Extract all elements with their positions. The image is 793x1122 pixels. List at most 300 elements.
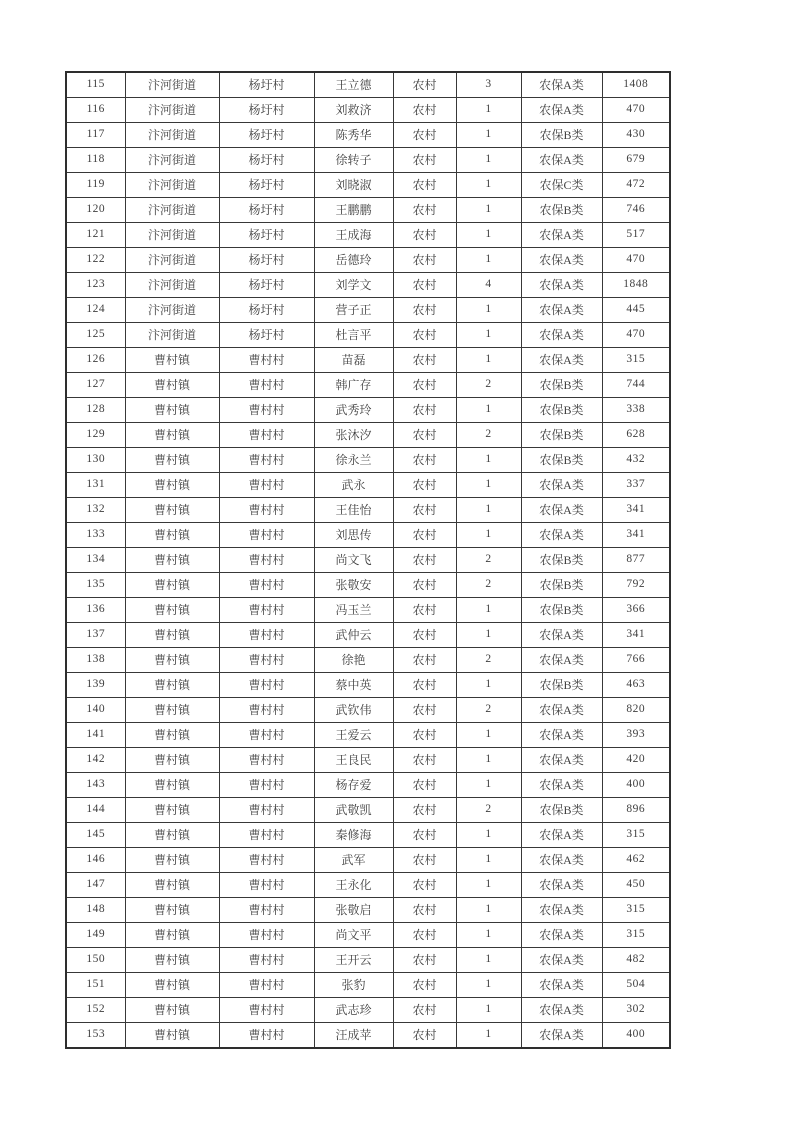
- cell-residence: 农村: [393, 298, 456, 323]
- cell-category: 农保B类: [521, 548, 602, 573]
- cell-count: 1: [456, 473, 521, 498]
- cell-category: 农保A类: [521, 948, 602, 973]
- cell-village: 曹村村: [219, 448, 314, 473]
- cell-count: 1: [456, 523, 521, 548]
- cell-street: 曹村镇: [125, 973, 219, 998]
- table-row: [66, 898, 670, 923]
- cell-category: 农保A类: [521, 748, 602, 773]
- cell-street: 曹村镇: [125, 498, 219, 523]
- cell-village: 曹村村: [219, 398, 314, 423]
- table-row: [66, 798, 670, 823]
- table-row: [66, 948, 670, 973]
- cell-name: 刘救济: [314, 98, 393, 123]
- cell-residence: 农村: [393, 223, 456, 248]
- cell-village: 曹村村: [219, 623, 314, 648]
- cell-residence: 农村: [393, 523, 456, 548]
- cell-seq: 142: [66, 748, 125, 773]
- cell-category: 农保B类: [521, 598, 602, 623]
- cell-street: 汴河街道: [125, 173, 219, 198]
- cell-count: 1: [456, 973, 521, 998]
- cell-street: 汴河街道: [125, 198, 219, 223]
- cell-amount: 337: [602, 473, 670, 498]
- cell-street: 汴河街道: [125, 123, 219, 148]
- cell-name: 张敬启: [314, 898, 393, 923]
- cell-category: 农保B类: [521, 198, 602, 223]
- cell-count: 1: [456, 1023, 521, 1049]
- cell-residence: 农村: [393, 848, 456, 873]
- cell-count: 2: [456, 423, 521, 448]
- cell-residence: 农村: [393, 773, 456, 798]
- cell-category: 农保B类: [521, 123, 602, 148]
- cell-residence: 农村: [393, 423, 456, 448]
- table-row: [66, 648, 670, 673]
- table-row: [66, 773, 670, 798]
- cell-count: 1: [456, 948, 521, 973]
- cell-street: 汴河街道: [125, 273, 219, 298]
- cell-count: 4: [456, 273, 521, 298]
- cell-amount: 463: [602, 673, 670, 698]
- cell-amount: 338: [602, 398, 670, 423]
- cell-residence: 农村: [393, 148, 456, 173]
- cell-village: 曹村村: [219, 348, 314, 373]
- cell-residence: 农村: [393, 1023, 456, 1049]
- cell-village: 曹村村: [219, 698, 314, 723]
- cell-village: 曹村村: [219, 998, 314, 1023]
- cell-amount: 1408: [602, 72, 670, 98]
- cell-village: 曹村村: [219, 823, 314, 848]
- table-body: [66, 72, 670, 1048]
- cell-seq: 131: [66, 473, 125, 498]
- cell-village: 曹村村: [219, 923, 314, 948]
- cell-category: 农保A类: [521, 72, 602, 98]
- cell-village: 曹村村: [219, 898, 314, 923]
- cell-seq: 139: [66, 673, 125, 698]
- cell-count: 1: [456, 298, 521, 323]
- cell-seq: 129: [66, 423, 125, 448]
- cell-residence: 农村: [393, 748, 456, 773]
- cell-amount: 341: [602, 623, 670, 648]
- cell-residence: 农村: [393, 373, 456, 398]
- cell-name: 徐艳: [314, 648, 393, 673]
- cell-residence: 农村: [393, 123, 456, 148]
- cell-amount: 315: [602, 823, 670, 848]
- cell-count: 2: [456, 573, 521, 598]
- cell-count: 1: [456, 398, 521, 423]
- cell-count: 1: [456, 123, 521, 148]
- cell-residence: 农村: [393, 798, 456, 823]
- benefit-table: [65, 71, 671, 1049]
- cell-amount: 302: [602, 998, 670, 1023]
- cell-count: 1: [456, 223, 521, 248]
- cell-seq: 127: [66, 373, 125, 398]
- cell-count: 1: [456, 598, 521, 623]
- table-row: [66, 298, 670, 323]
- cell-name: 刘思传: [314, 523, 393, 548]
- cell-category: 农保A类: [521, 98, 602, 123]
- cell-category: 农保B类: [521, 448, 602, 473]
- cell-seq: 151: [66, 973, 125, 998]
- cell-category: 农保A类: [521, 648, 602, 673]
- cell-count: 2: [456, 698, 521, 723]
- cell-amount: 315: [602, 923, 670, 948]
- cell-seq: 145: [66, 823, 125, 848]
- cell-name: 张豹: [314, 973, 393, 998]
- cell-category: 农保A类: [521, 148, 602, 173]
- cell-seq: 141: [66, 723, 125, 748]
- table-row: [66, 223, 670, 248]
- cell-seq: 119: [66, 173, 125, 198]
- cell-village: 曹村村: [219, 373, 314, 398]
- cell-name: 冯玉兰: [314, 598, 393, 623]
- cell-amount: 820: [602, 698, 670, 723]
- cell-residence: 农村: [393, 323, 456, 348]
- cell-amount: 877: [602, 548, 670, 573]
- cell-seq: 122: [66, 248, 125, 273]
- table-row: [66, 198, 670, 223]
- cell-street: 曹村镇: [125, 923, 219, 948]
- cell-seq: 148: [66, 898, 125, 923]
- cell-name: 徐永兰: [314, 448, 393, 473]
- cell-name: 王永化: [314, 873, 393, 898]
- cell-residence: 农村: [393, 923, 456, 948]
- cell-street: 曹村镇: [125, 623, 219, 648]
- cell-village: 杨圩村: [219, 98, 314, 123]
- cell-category: 农保A类: [521, 623, 602, 648]
- cell-seq: 152: [66, 998, 125, 1023]
- cell-street: 曹村镇: [125, 548, 219, 573]
- cell-street: 曹村镇: [125, 348, 219, 373]
- cell-amount: 450: [602, 873, 670, 898]
- cell-street: 曹村镇: [125, 698, 219, 723]
- cell-village: 曹村村: [219, 573, 314, 598]
- cell-residence: 农村: [393, 173, 456, 198]
- cell-name: 尚文平: [314, 923, 393, 948]
- cell-seq: 118: [66, 148, 125, 173]
- cell-count: 1: [456, 998, 521, 1023]
- cell-category: 农保C类: [521, 173, 602, 198]
- cell-street: 曹村镇: [125, 723, 219, 748]
- cell-village: 曹村村: [219, 798, 314, 823]
- cell-village: 杨圩村: [219, 223, 314, 248]
- cell-category: 农保A类: [521, 323, 602, 348]
- cell-village: 杨圩村: [219, 198, 314, 223]
- cell-name: 张敬安: [314, 573, 393, 598]
- cell-category: 农保A类: [521, 498, 602, 523]
- cell-seq: 130: [66, 448, 125, 473]
- cell-count: 1: [456, 898, 521, 923]
- cell-amount: 1848: [602, 273, 670, 298]
- cell-residence: 农村: [393, 698, 456, 723]
- cell-name: 杨存爱: [314, 773, 393, 798]
- table-row: [66, 173, 670, 198]
- cell-village: 曹村村: [219, 748, 314, 773]
- cell-name: 武军: [314, 848, 393, 873]
- cell-village: 曹村村: [219, 523, 314, 548]
- cell-village: 曹村村: [219, 648, 314, 673]
- cell-category: 农保B类: [521, 798, 602, 823]
- cell-street: 汴河街道: [125, 298, 219, 323]
- cell-count: 1: [456, 673, 521, 698]
- table-row: [66, 1023, 670, 1049]
- cell-street: 曹村镇: [125, 673, 219, 698]
- table-row: [66, 923, 670, 948]
- cell-street: 曹村镇: [125, 473, 219, 498]
- cell-amount: 746: [602, 198, 670, 223]
- table-row: [66, 573, 670, 598]
- cell-count: 2: [456, 373, 521, 398]
- table-row: [66, 448, 670, 473]
- cell-count: 2: [456, 548, 521, 573]
- cell-amount: 679: [602, 148, 670, 173]
- cell-count: 1: [456, 198, 521, 223]
- cell-name: 尚文飞: [314, 548, 393, 573]
- cell-street: 汴河街道: [125, 248, 219, 273]
- cell-street: 汴河街道: [125, 148, 219, 173]
- table-row: [66, 423, 670, 448]
- cell-residence: 农村: [393, 998, 456, 1023]
- table-row: [66, 823, 670, 848]
- cell-amount: 430: [602, 123, 670, 148]
- cell-name: 武钦伟: [314, 698, 393, 723]
- table-row: [66, 473, 670, 498]
- cell-amount: 472: [602, 173, 670, 198]
- cell-residence: 农村: [393, 348, 456, 373]
- cell-amount: 482: [602, 948, 670, 973]
- cell-amount: 432: [602, 448, 670, 473]
- cell-street: 曹村镇: [125, 948, 219, 973]
- cell-category: 农保B类: [521, 373, 602, 398]
- cell-category: 农保B类: [521, 423, 602, 448]
- table-row: [66, 973, 670, 998]
- cell-seq: 138: [66, 648, 125, 673]
- cell-category: 农保A类: [521, 298, 602, 323]
- table-row: [66, 498, 670, 523]
- cell-residence: 农村: [393, 72, 456, 98]
- cell-name: 陈秀华: [314, 123, 393, 148]
- cell-amount: 517: [602, 223, 670, 248]
- cell-count: 1: [456, 923, 521, 948]
- table-row: [66, 623, 670, 648]
- cell-residence: 农村: [393, 873, 456, 898]
- cell-amount: 315: [602, 348, 670, 373]
- cell-name: 张沐汐: [314, 423, 393, 448]
- cell-name: 王鹏鹏: [314, 198, 393, 223]
- cell-seq: 146: [66, 848, 125, 873]
- table-row: [66, 698, 670, 723]
- cell-amount: 341: [602, 498, 670, 523]
- table-row: [66, 348, 670, 373]
- cell-amount: 341: [602, 523, 670, 548]
- cell-seq: 116: [66, 98, 125, 123]
- cell-category: 农保A类: [521, 348, 602, 373]
- cell-amount: 400: [602, 1023, 670, 1049]
- table-row: [66, 848, 670, 873]
- cell-street: 曹村镇: [125, 998, 219, 1023]
- cell-seq: 140: [66, 698, 125, 723]
- cell-seq: 135: [66, 573, 125, 598]
- cell-street: 曹村镇: [125, 873, 219, 898]
- cell-seq: 136: [66, 598, 125, 623]
- cell-village: 杨圩村: [219, 273, 314, 298]
- cell-village: 曹村村: [219, 848, 314, 873]
- cell-amount: 315: [602, 898, 670, 923]
- cell-village: 曹村村: [219, 423, 314, 448]
- cell-seq: 150: [66, 948, 125, 973]
- cell-seq: 134: [66, 548, 125, 573]
- cell-count: 1: [456, 348, 521, 373]
- cell-residence: 农村: [393, 473, 456, 498]
- cell-seq: 128: [66, 398, 125, 423]
- cell-category: 农保A类: [521, 823, 602, 848]
- table-row: [66, 148, 670, 173]
- cell-amount: 366: [602, 598, 670, 623]
- cell-name: 王开云: [314, 948, 393, 973]
- cell-village: 杨圩村: [219, 148, 314, 173]
- cell-residence: 农村: [393, 498, 456, 523]
- cell-category: 农保B类: [521, 573, 602, 598]
- cell-street: 曹村镇: [125, 648, 219, 673]
- cell-seq: 120: [66, 198, 125, 223]
- cell-amount: 470: [602, 98, 670, 123]
- cell-residence: 农村: [393, 398, 456, 423]
- cell-residence: 农村: [393, 723, 456, 748]
- cell-street: 曹村镇: [125, 523, 219, 548]
- cell-category: 农保A类: [521, 273, 602, 298]
- cell-category: 农保A类: [521, 973, 602, 998]
- cell-category: 农保A类: [521, 898, 602, 923]
- cell-residence: 农村: [393, 198, 456, 223]
- cell-count: 1: [456, 873, 521, 898]
- cell-name: 刘学文: [314, 273, 393, 298]
- cell-count: 2: [456, 798, 521, 823]
- cell-seq: 137: [66, 623, 125, 648]
- cell-category: 农保A类: [521, 1023, 602, 1049]
- cell-street: 曹村镇: [125, 848, 219, 873]
- cell-residence: 农村: [393, 448, 456, 473]
- cell-amount: 462: [602, 848, 670, 873]
- table-row: [66, 723, 670, 748]
- cell-village: 曹村村: [219, 873, 314, 898]
- cell-seq: 147: [66, 873, 125, 898]
- cell-name: 武仲云: [314, 623, 393, 648]
- cell-village: 曹村村: [219, 1023, 314, 1049]
- cell-village: 曹村村: [219, 473, 314, 498]
- cell-street: 曹村镇: [125, 573, 219, 598]
- cell-seq: 133: [66, 523, 125, 548]
- cell-village: 曹村村: [219, 773, 314, 798]
- cell-amount: 744: [602, 373, 670, 398]
- cell-seq: 143: [66, 773, 125, 798]
- cell-residence: 农村: [393, 248, 456, 273]
- cell-street: 曹村镇: [125, 398, 219, 423]
- cell-name: 王成海: [314, 223, 393, 248]
- cell-amount: 628: [602, 423, 670, 448]
- cell-category: 农保B类: [521, 673, 602, 698]
- cell-street: 曹村镇: [125, 423, 219, 448]
- cell-category: 农保A类: [521, 723, 602, 748]
- cell-residence: 农村: [393, 673, 456, 698]
- cell-category: 农保A类: [521, 473, 602, 498]
- table-row: [66, 873, 670, 898]
- cell-amount: 766: [602, 648, 670, 673]
- cell-residence: 农村: [393, 823, 456, 848]
- cell-name: 岳德玲: [314, 248, 393, 273]
- cell-name: 武秀玲: [314, 398, 393, 423]
- cell-name: 王立德: [314, 72, 393, 98]
- cell-street: 汴河街道: [125, 72, 219, 98]
- cell-village: 曹村村: [219, 973, 314, 998]
- cell-name: 汪成苹: [314, 1023, 393, 1049]
- cell-name: 秦修海: [314, 823, 393, 848]
- cell-count: 1: [456, 748, 521, 773]
- cell-count: 1: [456, 148, 521, 173]
- cell-count: 1: [456, 623, 521, 648]
- cell-category: 农保A类: [521, 848, 602, 873]
- cell-street: 曹村镇: [125, 598, 219, 623]
- cell-village: 杨圩村: [219, 72, 314, 98]
- cell-amount: 504: [602, 973, 670, 998]
- cell-street: 曹村镇: [125, 823, 219, 848]
- cell-street: 曹村镇: [125, 773, 219, 798]
- cell-street: 汴河街道: [125, 323, 219, 348]
- cell-village: 曹村村: [219, 498, 314, 523]
- cell-count: 1: [456, 248, 521, 273]
- cell-category: 农保A类: [521, 698, 602, 723]
- cell-residence: 农村: [393, 648, 456, 673]
- cell-name: 徐转子: [314, 148, 393, 173]
- cell-count: 1: [456, 498, 521, 523]
- cell-seq: 132: [66, 498, 125, 523]
- cell-street: 曹村镇: [125, 798, 219, 823]
- cell-category: 农保A类: [521, 248, 602, 273]
- cell-amount: 393: [602, 723, 670, 748]
- cell-residence: 农村: [393, 548, 456, 573]
- cell-category: 农保A类: [521, 873, 602, 898]
- cell-count: 1: [456, 723, 521, 748]
- table-row: [66, 523, 670, 548]
- cell-count: 3: [456, 72, 521, 98]
- table-row: [66, 323, 670, 348]
- cell-category: 农保B类: [521, 398, 602, 423]
- cell-name: 武敬凯: [314, 798, 393, 823]
- cell-amount: 470: [602, 248, 670, 273]
- cell-name: 苗磊: [314, 348, 393, 373]
- cell-count: 1: [456, 173, 521, 198]
- cell-count: 1: [456, 323, 521, 348]
- cell-village: 曹村村: [219, 723, 314, 748]
- cell-residence: 农村: [393, 973, 456, 998]
- cell-name: 蔡中英: [314, 673, 393, 698]
- cell-village: 曹村村: [219, 948, 314, 973]
- table-row: [66, 72, 670, 98]
- cell-street: 曹村镇: [125, 448, 219, 473]
- cell-count: 1: [456, 823, 521, 848]
- cell-name: 韩广存: [314, 373, 393, 398]
- cell-category: 农保A类: [521, 923, 602, 948]
- cell-name: 刘晓淑: [314, 173, 393, 198]
- cell-count: 1: [456, 773, 521, 798]
- cell-category: 农保A类: [521, 773, 602, 798]
- cell-name: 王良民: [314, 748, 393, 773]
- table-row: [66, 398, 670, 423]
- cell-residence: 农村: [393, 573, 456, 598]
- cell-street: 曹村镇: [125, 1023, 219, 1049]
- cell-residence: 农村: [393, 598, 456, 623]
- cell-count: 1: [456, 98, 521, 123]
- cell-name: 营子正: [314, 298, 393, 323]
- cell-amount: 792: [602, 573, 670, 598]
- table-row: [66, 673, 670, 698]
